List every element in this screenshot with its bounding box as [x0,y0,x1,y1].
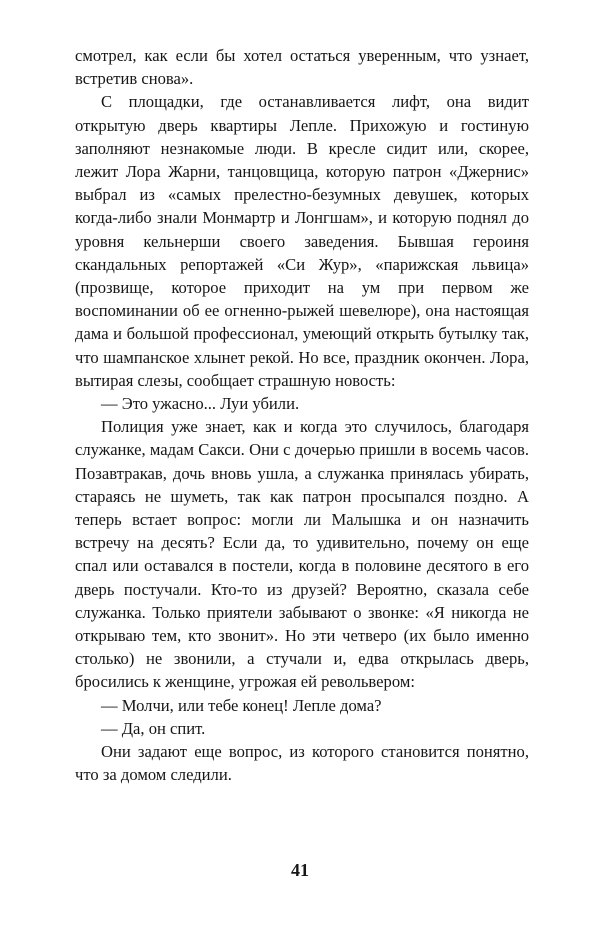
page-text [75,44,529,787]
dialogue-line-asleep: — Да, он спит. [101,718,206,738]
paragraph-continuation: смотрел, как если бы хотел остаться уверенным, что узнает, встретив снова». [75,46,529,89]
paragraph-elevator-landing: С площадки, где останавливается лифт, она видит открытую дверь квартиры Лепле. Прихожую и гостиную заполняют незнакомые люди. В кресле сидит или, скорее, лежит Лора Жарни, танцовщица, которую патрон «Джернис» выбрал из «самых прелестно-безумных девушек, которых когда-либо знали Монмартр и Лонгшам», и которую поднял до уровня кельнерши своего заведения. Бывшая героиня скандальных репортажей «Си Жур», «парижская львица» (прозвище, которое приходит на ум при первом же воспоминании об ее огненно-рыжей шевелюре), она настоящая дама и большой профессионал, умеющий открыть бутылку так, что шампанское хлынет рекой. Но все, праздник окончен. Лора, вытирая слезы, сообщает страшную новость: [75,92,529,390]
dialogue-line-murder: — Это ужасно... Луи убили. [101,394,300,414]
paragraph-another-question: Они задают еще вопрос, из которого становится понятно, что за домом следили. [75,742,529,785]
page-number: 41 [291,860,309,880]
dialogue-line-silence: — Молчи, или тебе конец! Лепле дома? [101,695,382,715]
paragraph-police-know: Полиция уже знает, как и когда это случилось, благодаря служанке, мадам Сакси. Они с дочерью пришли в восемь часов. Позавтракав, дочь вновь ушла, а служанка принялась убирать, стараясь не шуметь, так как патрон просыпался поздно. А теперь встает вопрос: могли ли Малышка и он назначить встречу на десять? Если да, то удивительно, почему он еще спал или оставался в постели, когда в половине десятого в его дверь постучали. Кто-то из друзей? Вероятно, сказала себе служанка. Только приятели забывают о звонке: «Я никогда не открываю тем, кто звонит». Но эти четверо (их было именно столько) не звонили, а стучали и, едва открылась дверь, бросились к женщине, угрожая ей револьвером: [75,417,529,692]
